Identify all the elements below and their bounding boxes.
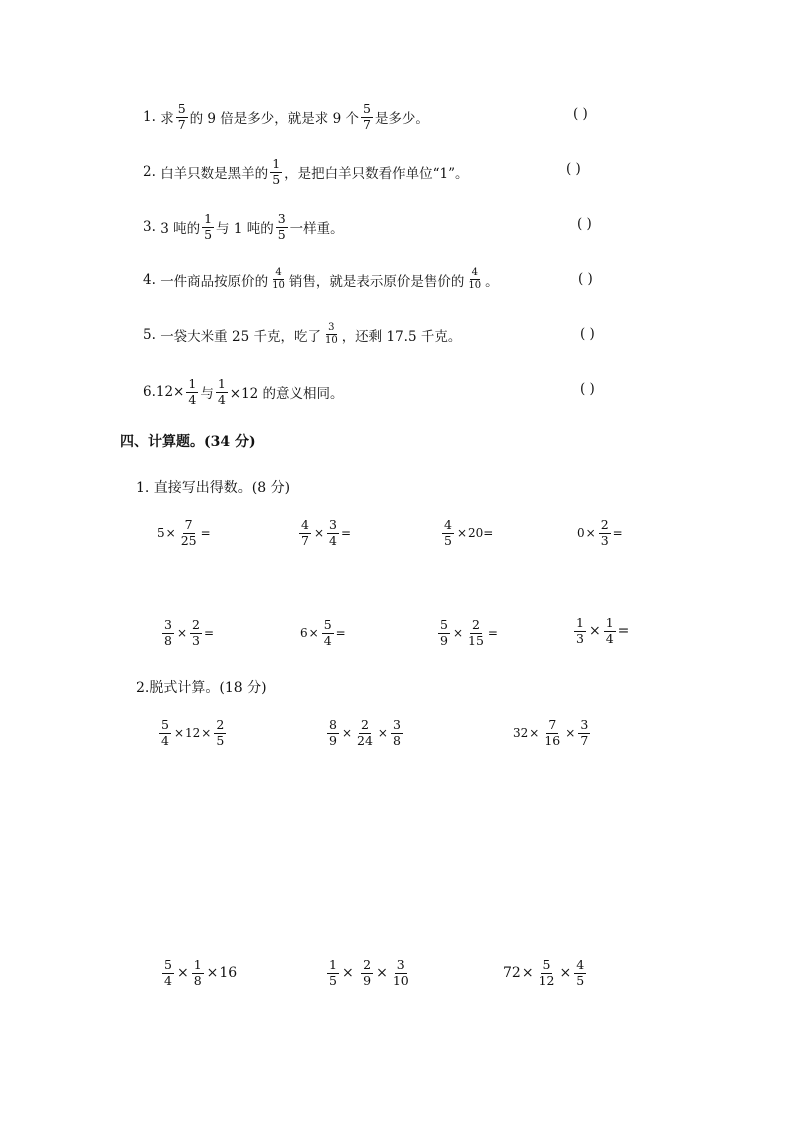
part-title: 2.脱式计算。(18 分) [136,680,267,696]
step-problem-3: 32 × $\frac{7}{16}$ × $\frac{3}{7}$ [513,717,589,748]
answer-parentheses[interactable]: ( ) [580,326,595,342]
item-text: 求 [160,111,174,127]
answer-parentheses[interactable]: ( ) [578,271,593,287]
fraction: $\frac{1}{5}$ [329,957,337,988]
direct-problem-3: $\frac{4}{5}$ × 20 = [444,517,494,548]
item-number: 5. [143,326,156,343]
fraction: $\frac{1}{4}$ [188,376,197,407]
fraction: $\frac{1}{4}$ [217,376,226,407]
fraction: $\frac{2}{24}$ [357,717,373,748]
item-number: 2. [143,164,156,180]
item-text: 销售，就是表示原价是售价的 [288,273,465,290]
direct-problem-1: 5 × $\frac{7}{25}$ = [157,517,211,548]
item-number: 3. [143,219,156,235]
direct-problem-4: 0 × $\frac{2}{3}$ = [577,517,623,548]
answer-parentheses[interactable]: ( ) [573,106,588,122]
answer-parentheses[interactable]: ( ) [566,161,581,177]
item-text: 与 1 吨的 [216,221,274,237]
fraction: $\frac{1}{5}$ [204,211,213,242]
step-problem-4: $\frac{5}{4}$ × $\frac{1}{8}$ × 16 [164,957,238,988]
item-text: 白羊只数是黑羊的 [160,166,269,182]
fraction: $\frac{3}{7}$ [580,717,589,748]
fraction: $\frac{2}{9}$ [363,957,372,988]
fraction: $\frac{5}{7}$ [362,101,371,132]
item-text: 的 9 倍是多少，就是求 9 个 [189,111,359,127]
judge-item-3 [143,213,344,241]
item-text: 一件商品按原价的 [160,273,269,290]
judge-item-6 [143,378,344,406]
answer-parentheses[interactable]: ( ) [577,216,592,232]
judge-item-1 [143,103,429,131]
fraction: $\frac{5}{12}$ [538,957,555,988]
fraction: $\frac{3}{10}$ [392,957,409,988]
item-number: 1. [143,109,156,125]
fraction: $\frac{2}{5}$ [216,717,225,748]
answer-parentheses[interactable]: ( ) [580,381,595,397]
item-text: 一样重。 [289,221,344,237]
fraction: $\frac{7}{16}$ [544,717,561,748]
direct-problem-6: 6 × $\frac{5}{4}$ = [300,617,346,648]
fraction: $\frac{1}{3}$ [576,615,584,646]
direct-problem-5: $\frac{3}{8}$ × $\frac{2}{3}$ = [164,617,215,648]
fraction: $\frac{3}{8}$ [392,717,401,748]
fraction: $\frac{3}{5}$ [277,211,286,242]
fraction: $\frac{2}{3}$ [192,617,200,648]
step-problem-2: $\frac{8}{9}$ × $\frac{2}{24}$ × $\frac{3}{8}$ [329,717,401,748]
fraction: $\frac{5}{4}$ [161,717,169,748]
step-problem-1: $\frac{5}{4}$ × 12 × $\frac{2}{5}$ [161,717,225,748]
fraction: $\frac{4}{10}$ [272,267,285,291]
judge-item-5 [143,323,461,346]
item-text: ，还剩 17.5 千克。 [341,328,462,345]
fraction: $\frac{8}{9}$ [329,717,337,748]
item-text: 6.12× [143,384,185,400]
item-text: 3 吨的 [160,221,201,237]
section-title: 四、计算题。(34 分) [120,434,256,450]
fraction: $\frac{5}{9}$ [440,617,448,648]
item-text: ，是把白羊只数看作单位“1”。 [284,166,469,182]
item-text: ×12 的意义相同。 [229,386,344,402]
item-text: 是多少。 [374,111,429,127]
fraction: $\frac{2}{3}$ [600,517,609,548]
fraction: $\frac{4}{10}$ [468,267,482,291]
part-title: 1. 直接写出得数。(8 分) [136,480,291,496]
fraction: $\frac{2}{15}$ [468,617,484,648]
fraction: $\frac{7}{25}$ [180,517,197,548]
fraction: $\frac{3}{10}$ [324,322,338,346]
fraction: $\frac{3}{8}$ [164,617,172,648]
fraction: $\frac{5}{7}$ [177,101,186,132]
step-problem-5: $\frac{1}{5}$ × $\frac{2}{9}$ × $\frac{3}{10}$ [329,957,409,988]
direct-problem-7: $\frac{5}{9}$ × $\frac{2}{15}$ = [440,617,498,648]
fraction: $\frac{1}{8}$ [193,957,202,988]
fraction: $\frac{5}{4}$ [164,957,172,988]
direct-problem-8: $\frac{1}{3}$ × $\frac{1}{4}$ = [576,615,630,646]
fraction: $\frac{5}{4}$ [323,617,332,648]
judge-item-2 [143,158,469,186]
judge-item-4 [143,268,499,291]
step-problem-6: 72 × $\frac{5}{12}$ × $\frac{4}{5}$ [503,957,585,988]
item-text: 一袋大米重 25 千克，吃了 [160,328,321,345]
direct-problem-2: $\frac{4}{7}$ × $\frac{3}{4}$ = [301,517,352,548]
item-number: 4. [143,271,156,288]
fraction: $\frac{1}{5}$ [272,156,281,187]
item-text: 。 [485,273,499,290]
fraction: $\frac{4}{5}$ [576,957,585,988]
fraction: $\frac{4}{7}$ [301,517,309,548]
item-text: 与 [200,386,214,402]
fraction: $\frac{3}{4}$ [329,517,337,548]
fraction: $\frac{1}{4}$ [605,615,614,646]
fraction: $\frac{4}{5}$ [444,517,452,548]
